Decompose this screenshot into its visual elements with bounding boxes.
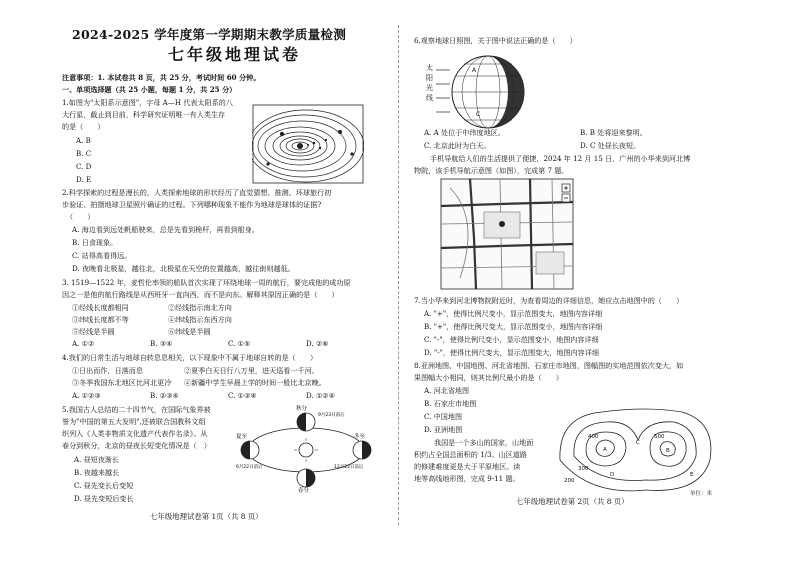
svg-text:C: C [636, 440, 640, 446]
page-divider [398, 25, 399, 525]
footer-left: 七年级地理试卷第 1页（共 8 页） [150, 512, 263, 521]
q6-option-a: A. A 处位于中纬度地区。 [424, 128, 505, 137]
q1-option-d: D. E [76, 175, 92, 184]
svg-text:阳: 阳 [426, 74, 433, 82]
q7-line1: 7.当小华来到河北博物院附近时，为查看周边的详细信息，她应点击地图中的（ ） [414, 296, 684, 305]
q3-item-1: ①经线长度都相同 [72, 303, 129, 312]
contour-map [550, 400, 720, 498]
svg-text:D: D [610, 472, 615, 478]
q7-option-c: C. "-"，使得比例尺变小，显示范围变小，地图内容详细 [424, 335, 599, 344]
q6-option-b: B. B 处将迎来黎明。 [580, 128, 647, 137]
earth-illumination-diagram [420, 48, 530, 138]
intro9-line3: 的修建难度更是大于平原地区。读 [414, 462, 521, 471]
date-jun: 6月22日前后 [236, 465, 263, 470]
q3-answer-a: A. ①② [72, 339, 95, 348]
q3-item-6: ⑥纬线是半圆 [168, 327, 211, 336]
q4-item-4: ④新疆中学生早晨上学的时间一般比北京晚。 [184, 378, 326, 387]
q4-item-3: ③冬季我国东北地区比河北更冷 [72, 378, 172, 387]
svg-text:B: B [666, 448, 670, 454]
q3-item-2: ②经线指示南北方向 [168, 303, 232, 312]
q2-option-d: D. 夜晚看北极星，越往北，北极星在天空的位置越高，越往南则越低。 [72, 264, 295, 273]
q8-option-c: C. 中国地图 [424, 412, 463, 421]
q5-line4: 春分到秋分，北京的昼夜长短变化情况是（ ） [62, 441, 211, 450]
q2-line3: （ ） [66, 212, 95, 221]
q5-option-d: D. 昼先变短后变长 [74, 494, 134, 503]
intro9-line1: 我国是一个多山的国家，山地面 [434, 438, 534, 447]
svg-text:太: 太 [426, 64, 433, 72]
solar-system-diagram [252, 104, 364, 184]
q1-option-b: B. C [76, 149, 92, 158]
q4-answer-d: D. ①②④ [306, 391, 336, 400]
q8-line1: 8.亚洲地图、中国地图、河北省地图、石家庄市地图，图幅图的实地范围依次变大，如 [414, 361, 684, 370]
q4-answer-b: B. ②③④ [150, 391, 179, 400]
q2-option-c: C. 站得高看得远。 [72, 251, 132, 260]
q8-option-b: B. 石家庄市地图 [424, 399, 477, 408]
q2-option-a: A. 海边看到远处帆船驶来，总是先看到桅杆，再看到船身。 [72, 225, 259, 234]
q5-option-c: C. 昼先变长后变短 [74, 481, 134, 490]
q2-line1: 2.科学探索的过程是漫长的，人类探索地球的形状经历了直觉猜想、推测、环球旅行初 [62, 188, 332, 197]
intro9-line4: 地等高线地形图，完成 9-11 题。 [414, 474, 520, 483]
svg-text:200: 200 [564, 478, 575, 484]
q5-line2: 誉为"中国的第五大发明",还被联合国教科文组 [62, 417, 206, 426]
svg-text:线: 线 [426, 94, 433, 102]
term-spring: 春分 [298, 488, 310, 494]
date-sep: 9月23日前后 [318, 413, 345, 418]
svg-text:A: A [603, 447, 607, 453]
q5-line3: 织列入《人类非物质文化遗产代表作名录》。从 [62, 429, 208, 438]
svg-text:A: A [472, 67, 477, 74]
svg-text:单位：米: 单位：米 [690, 491, 713, 497]
q1-line3: 的是（ ） [62, 122, 105, 131]
q2-line2: 步验证、拍摄地球卫星照片确证的过程。下列哪种现象不能作为地球是球体的证据? [62, 200, 322, 209]
q3-line1: 3. 1519—1522 年，麦哲伦率领的船队首次实现了环绕地球一周的航行，要完成他的成功原 [62, 278, 351, 287]
q3-item-4: ④纬线指示东西方向 [168, 315, 232, 324]
term-winter: 冬至 [354, 434, 366, 440]
q3-item-3: ③纬线长度都不等 [72, 315, 129, 324]
q3-line2: 因之一是他的航行路线是从西班牙一直向西，而不是向东。解释其原因正确的是（ ） [62, 290, 339, 299]
q1-line2: 大行星，截止到目前，科学研究证明唯一有人类生存 [62, 110, 226, 119]
svg-text:E: E [690, 472, 694, 478]
q6-option-d: D. C 处昼长夜短。 [580, 141, 641, 150]
q6-line1: 6.观察地球日照图，关于图中说法正确的是（ ） [414, 36, 577, 45]
q2-option-b: B. 日食现象。 [72, 238, 118, 247]
svg-text:光: 光 [426, 84, 433, 92]
svg-text:B: B [500, 83, 505, 90]
date-dec: 12月22日前后 [334, 465, 364, 470]
q3-answer-c: C. ①⑤ [228, 339, 251, 348]
q3-item-5: ⑤经线是半圆 [72, 327, 115, 336]
q5-option-b: B. 夜越来越长 [74, 468, 120, 477]
section-heading: 一、单项选择题（共 25 小题，每题 1 分，共 25 分） [62, 85, 237, 94]
footer-right: 七年级地理试卷第 2页（共 8 页） [516, 497, 629, 506]
page-right [400, 0, 794, 561]
solar-terms-diagram [236, 402, 376, 494]
term-summer: 夏至 [236, 434, 248, 440]
q4-item-1: ①日出而作，日落而息 [72, 366, 143, 375]
svg-text:400: 400 [588, 434, 599, 440]
q1-option-a: A. B [76, 136, 91, 145]
q3-answer-d: D. ②⑥ [306, 339, 329, 348]
q7-option-d: D. "-"，使得比例尺变大，显示范围变大，地图内容详细 [424, 348, 599, 357]
q3-answer-b: B. ③④ [150, 339, 173, 348]
intro9-line2: 积约占全国总面积的 1/3。山区道路 [414, 450, 527, 459]
svg-text:300: 300 [578, 466, 589, 472]
q7-option-a: A. "+"，使得比例尺变小，显示范围变大，地图内容详细 [424, 309, 603, 318]
q1-line1: 1.如图为"太阳系示意图"，字母 A—H 代表太阳系的八 [62, 98, 233, 107]
q6-option-c: C. 北京此时为白天。 [424, 141, 491, 150]
exam-subtitle: 七年级地理试卷 [168, 45, 302, 64]
navigation-map [440, 178, 574, 290]
svg-text:500: 500 [654, 434, 665, 440]
svg-text:C: C [476, 111, 481, 118]
q4-item-2: ②夏季白天日行八万里，进天巡看一千河。 [184, 366, 319, 375]
term-autumn: 秋分 [296, 406, 308, 412]
q5-line1: 5.我国古人总结的二十四节气，在国际气象界被 [62, 405, 211, 414]
exam-title: 2024-2025 学年度第一学期期末教学质量检测 [72, 27, 347, 42]
map-intro-line1: 手机导航给人们的生活提供了便捷，2024 年 12 月 15 日，广州的小华来到河北博 [430, 154, 691, 163]
q8-line2: 果图幅大小相同，则其比例尺最小的是（ ） [414, 373, 563, 382]
q4-line1: 4.我们的日常生活与地球自转息息相关，以下现象中不属于地球自转的是（ ） [62, 353, 318, 362]
q8-option-d: D. 亚洲地图 [424, 425, 463, 434]
q4-answer-c: C. ①③④ [228, 391, 257, 400]
map-intro-line2: 物院，该手机导航示意图（如图），完成第 7 题。 [414, 166, 569, 175]
q7-option-b: B. "+"，使得比例尺变大，显示范围变小，地图内容详细 [424, 322, 603, 331]
q4-answer-a: A. ①②③ [72, 391, 101, 400]
q5-option-a: A. 昼短夜渐长 [74, 455, 120, 464]
q8-option-a: A. 河北省地图 [424, 386, 470, 395]
exam-notice: 注意事项：1. 本试卷共 8 页，共 25 分，考试时间 60 分钟。 [62, 73, 261, 82]
q1-option-c: C. D [76, 162, 92, 171]
